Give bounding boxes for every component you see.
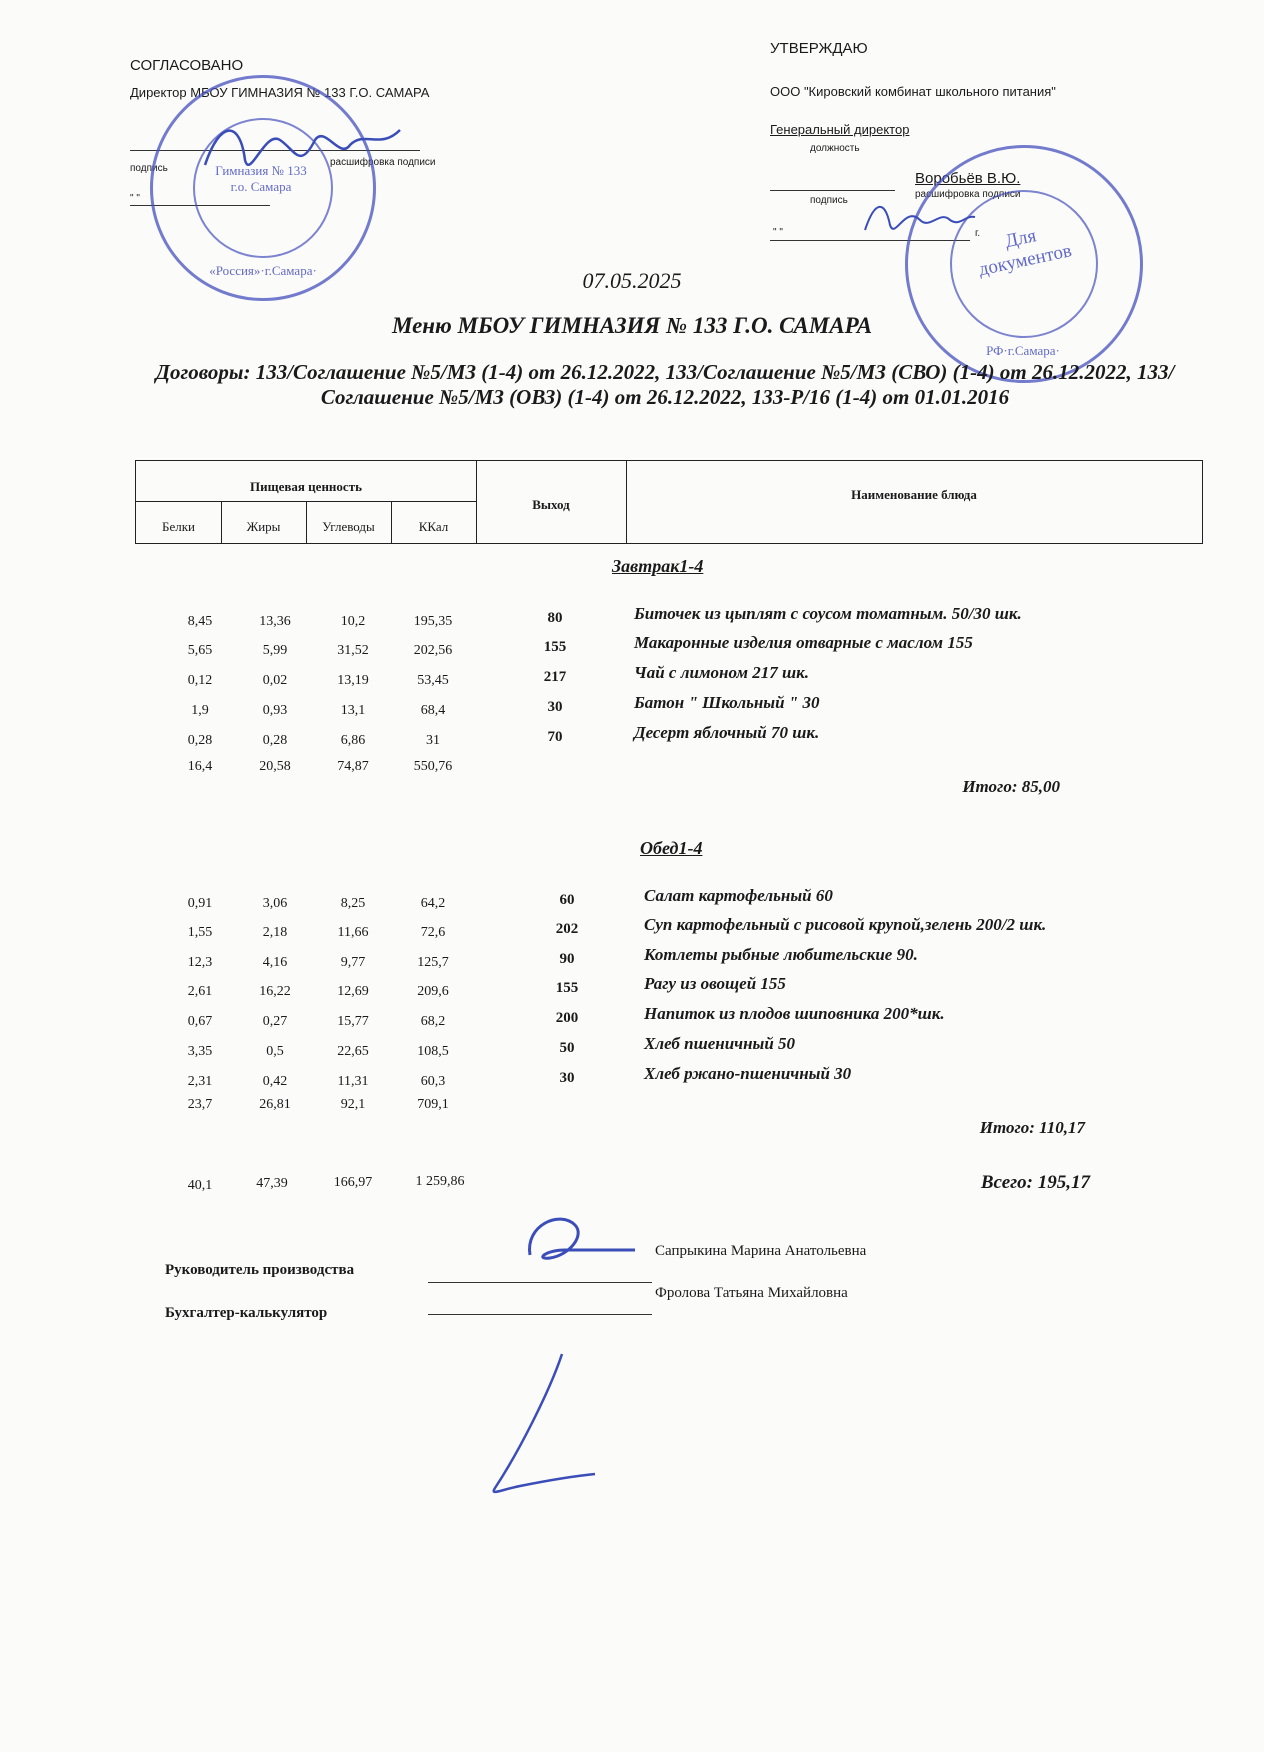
right-position-caption: должность — [810, 143, 860, 154]
breakfast-row-yield: 217 — [543, 669, 567, 685]
lunch-row-yield: 60 — [559, 892, 575, 908]
left-approval-heading: СОГЛАСОВАНО — [130, 57, 244, 74]
lunch-row-f: 3,06 — [262, 896, 288, 911]
right-approval-heading: УТВЕРЖДАЮ — [770, 40, 868, 57]
grand-fats: 47,39 — [256, 1176, 288, 1191]
lunch-row-c: 22,65 — [337, 1044, 369, 1059]
lunch-row-f: 0,5 — [266, 1044, 284, 1059]
accountant-sign-line — [428, 1314, 652, 1315]
right-signature-scribble — [860, 195, 980, 245]
breakfast-row-f: 0,02 — [262, 673, 288, 688]
header-yield: Выход — [532, 497, 570, 512]
lunch-row-k: 68,2 — [420, 1014, 446, 1029]
breakfast-row-yield: 80 — [547, 610, 563, 626]
header-nutrition: Пищевая ценность — [250, 479, 362, 494]
lunch-row-yield: 30 — [559, 1070, 575, 1086]
lunch-row-f: 2,18 — [262, 925, 288, 940]
lunch-row-k: 125,7 — [417, 955, 449, 970]
left-decode-caption: расшифровка подписи — [330, 157, 436, 168]
lunch-row-b: 0,67 — [187, 1014, 213, 1029]
breakfast-row-b: 5,65 — [187, 643, 213, 658]
lunch-row-dish: Рагу из овощей 155 — [644, 974, 786, 993]
lunch-row-k: 64,2 — [420, 896, 446, 911]
breakfast-row-f: 0,93 — [262, 703, 288, 718]
breakfast-row-b: 1,9 — [191, 703, 209, 718]
breakfast-row-k: 195,35 — [413, 614, 453, 629]
header-dish: Наименование блюда — [851, 487, 977, 502]
breakfast-row-yield: 30 — [547, 699, 563, 715]
breakfast-sum-k: 550,76 — [413, 759, 453, 774]
lunch-row-c: 11,66 — [337, 925, 369, 940]
accountant-role: Бухгалтер-калькулятор — [165, 1305, 328, 1321]
right-approval-position: Генеральный директор — [770, 122, 910, 137]
breakfast-row-b: 0,28 — [187, 733, 213, 748]
right-year-suffix: г. — [975, 228, 981, 239]
production-name: Сапрыкина Марина Анатольевна — [655, 1243, 867, 1259]
lunch-sum-k: 709,1 — [417, 1097, 449, 1112]
right-stamp-ring-text: РФ·г.Самара· — [986, 343, 1060, 358]
lunch-sum-b: 23,7 — [187, 1097, 213, 1112]
contracts-text: Договоры: 133/Соглашение №5/МЗ (1-4) от 26.12.2022, 133/Соглашение №5/МЗ (СВО) (1-4) от 26.12.2022, 133/Соглашение №5/МЗ (ОВЗ) (1-4) от 26.12.2022, 133-Р/16 (1-4) от 01.01.2016 — [155, 360, 1175, 409]
lunch-row-dish: Суп картофельный с рисовой крупой,зелень 200/2 шк. — [644, 915, 1047, 934]
lunch-row-b: 0,91 — [187, 896, 213, 911]
breakfast-row-c: 10,2 — [340, 614, 366, 629]
lunch-row-b: 2,61 — [187, 984, 213, 999]
breakfast-title: Завтрак1-4 — [612, 556, 704, 576]
grand-kcal: 1 259,86 — [415, 1174, 465, 1189]
breakfast-row-f: 5,99 — [262, 643, 288, 658]
breakfast-sum-c: 74,87 — [337, 759, 369, 774]
breakfast-row-f: 0,28 — [262, 733, 288, 748]
header-proteins: Белки — [162, 519, 195, 534]
breakfast-row-f: 13,36 — [259, 614, 291, 629]
breakfast-total: Итого: 85,00 — [962, 777, 1060, 796]
breakfast-row-dish: Десерт яблочный 70 шк. — [634, 723, 820, 742]
lunch-row-c: 12,69 — [337, 984, 369, 999]
lunch-row-b: 3,35 — [187, 1044, 213, 1059]
right-round-stamp — [905, 145, 1143, 383]
left-approval-director: Директор МБОУ ГИМНАЗИЯ № 133 Г.О. САМАРА — [130, 85, 430, 100]
lunch-row-f: 0,27 — [262, 1014, 288, 1029]
production-role: Руководитель производства — [165, 1262, 355, 1278]
production-sign-line — [428, 1282, 652, 1283]
lunch-total: Итого: 110,17 — [979, 1118, 1085, 1137]
header-fats: Жиры — [246, 519, 281, 534]
lunch-row-k: 108,5 — [417, 1044, 449, 1059]
left-date-quotes: " " — [130, 193, 140, 204]
lunch-row-dish: Котлеты рыбные любительские 90. — [644, 945, 918, 964]
breakfast-row-k: 31 — [426, 733, 440, 748]
breakfast-row-c: 6,86 — [340, 733, 366, 748]
left-stamp-center-text: Гимназия № 133 г.о. Самара — [215, 163, 307, 194]
lunch-row-c: 15,77 — [337, 1014, 369, 1029]
lunch-row-c: 11,31 — [337, 1074, 369, 1089]
menu-date: 07.05.2025 — [582, 268, 682, 293]
header-kcal: ККал — [418, 519, 449, 534]
menu-title: Меню МБОУ ГИМНАЗИЯ № 133 Г.О. САМАРА — [391, 313, 873, 338]
breakfast-row-k: 68,4 — [420, 703, 446, 718]
breakfast-row-k: 53,45 — [417, 673, 449, 688]
lunch-row-f: 0,42 — [262, 1074, 288, 1089]
breakfast-sum-f: 20,58 — [259, 759, 291, 774]
lunch-row-b: 1,55 — [187, 925, 213, 940]
right-stamp-center-text: Для документов — [976, 225, 1074, 281]
lunch-row-dish: Напиток из плодов шиповника 200*шк. — [644, 1004, 945, 1023]
lunch-row-b: 12,3 — [187, 955, 213, 970]
right-decode-caption: расшифровка подписи — [915, 189, 1021, 200]
breakfast-row-b: 8,45 — [187, 614, 213, 629]
lunch-row-yield: 202 — [555, 921, 579, 937]
right-sign-line — [770, 190, 895, 191]
lunch-row-b: 2,31 — [187, 1074, 213, 1089]
breakfast-row-c: 31,52 — [337, 643, 369, 658]
lunch-row-c: 8,25 — [340, 896, 366, 911]
breakfast-row-c: 13,1 — [340, 703, 366, 718]
lunch-sum-f: 26,81 — [259, 1097, 291, 1112]
grand-proteins: 40,1 — [187, 1178, 213, 1193]
breakfast-row-k: 202,56 — [413, 643, 453, 658]
lunch-row-yield: 155 — [555, 980, 579, 996]
right-approval-name: Воробьёв В.Ю. — [915, 170, 1021, 187]
breakfast-row-yield: 70 — [547, 729, 563, 745]
left-signature-scribble — [200, 110, 410, 190]
lunch-row-dish: Хлеб ржано-пшеничный 30 — [644, 1064, 852, 1083]
breakfast-sum-b: 16,4 — [187, 759, 213, 774]
grand-total: Всего: 195,17 — [980, 1172, 1090, 1193]
lunch-row-yield: 50 — [559, 1040, 575, 1056]
grand-carbs: 166,97 — [333, 1175, 373, 1190]
breakfast-row-dish: Батон " Школьный " 30 — [634, 693, 820, 712]
right-date-quotes: " " — [773, 227, 783, 238]
lunch-row-k: 72,6 — [420, 925, 446, 940]
header-carbs: Углеводы — [322, 519, 375, 534]
breakfast-row-dish: Биточек из цыплят с соусом томатным. 50/30 шк. — [634, 604, 1022, 623]
lunch-row-dish: Салат картофельный 60 — [644, 886, 833, 905]
left-sign-caption: подпись — [130, 163, 168, 174]
right-approval-org: ООО "Кировский комбинат школьного питания" — [770, 84, 1056, 99]
lunch-title: Обед1-4 — [640, 838, 703, 858]
lunch-row-k: 209,6 — [417, 984, 449, 999]
lunch-sum-c: 92,1 — [340, 1097, 366, 1112]
menu-table-header — [135, 460, 1203, 544]
lunch-row-dish: Хлеб пшеничный 50 — [644, 1034, 796, 1053]
lunch-row-yield: 90 — [559, 951, 575, 967]
breakfast-row-dish: Макаронные изделия отварные с маслом 155 — [634, 633, 973, 652]
lunch-row-f: 16,22 — [259, 984, 291, 999]
lunch-row-k: 60,3 — [420, 1074, 446, 1089]
breakfast-row-yield: 155 — [543, 639, 567, 655]
breakfast-row-c: 13,19 — [337, 673, 369, 688]
accountant-name: Фролова Татьяна Михайловна — [655, 1285, 848, 1301]
lunch-row-c: 9,77 — [340, 955, 366, 970]
right-sign-caption: подпись — [810, 195, 848, 206]
left-stamp-ring-text: «Россия»·г.Самара· — [209, 263, 317, 278]
lunch-row-f: 4,16 — [262, 955, 288, 970]
breakfast-row-dish: Чай с лимоном 217 шк. — [634, 663, 810, 682]
lunch-row-yield: 200 — [555, 1010, 579, 1026]
breakfast-row-b: 0,12 — [187, 673, 213, 688]
bottom-signature-scribble — [480, 1350, 600, 1500]
production-signature-scribble — [520, 1210, 640, 1275]
